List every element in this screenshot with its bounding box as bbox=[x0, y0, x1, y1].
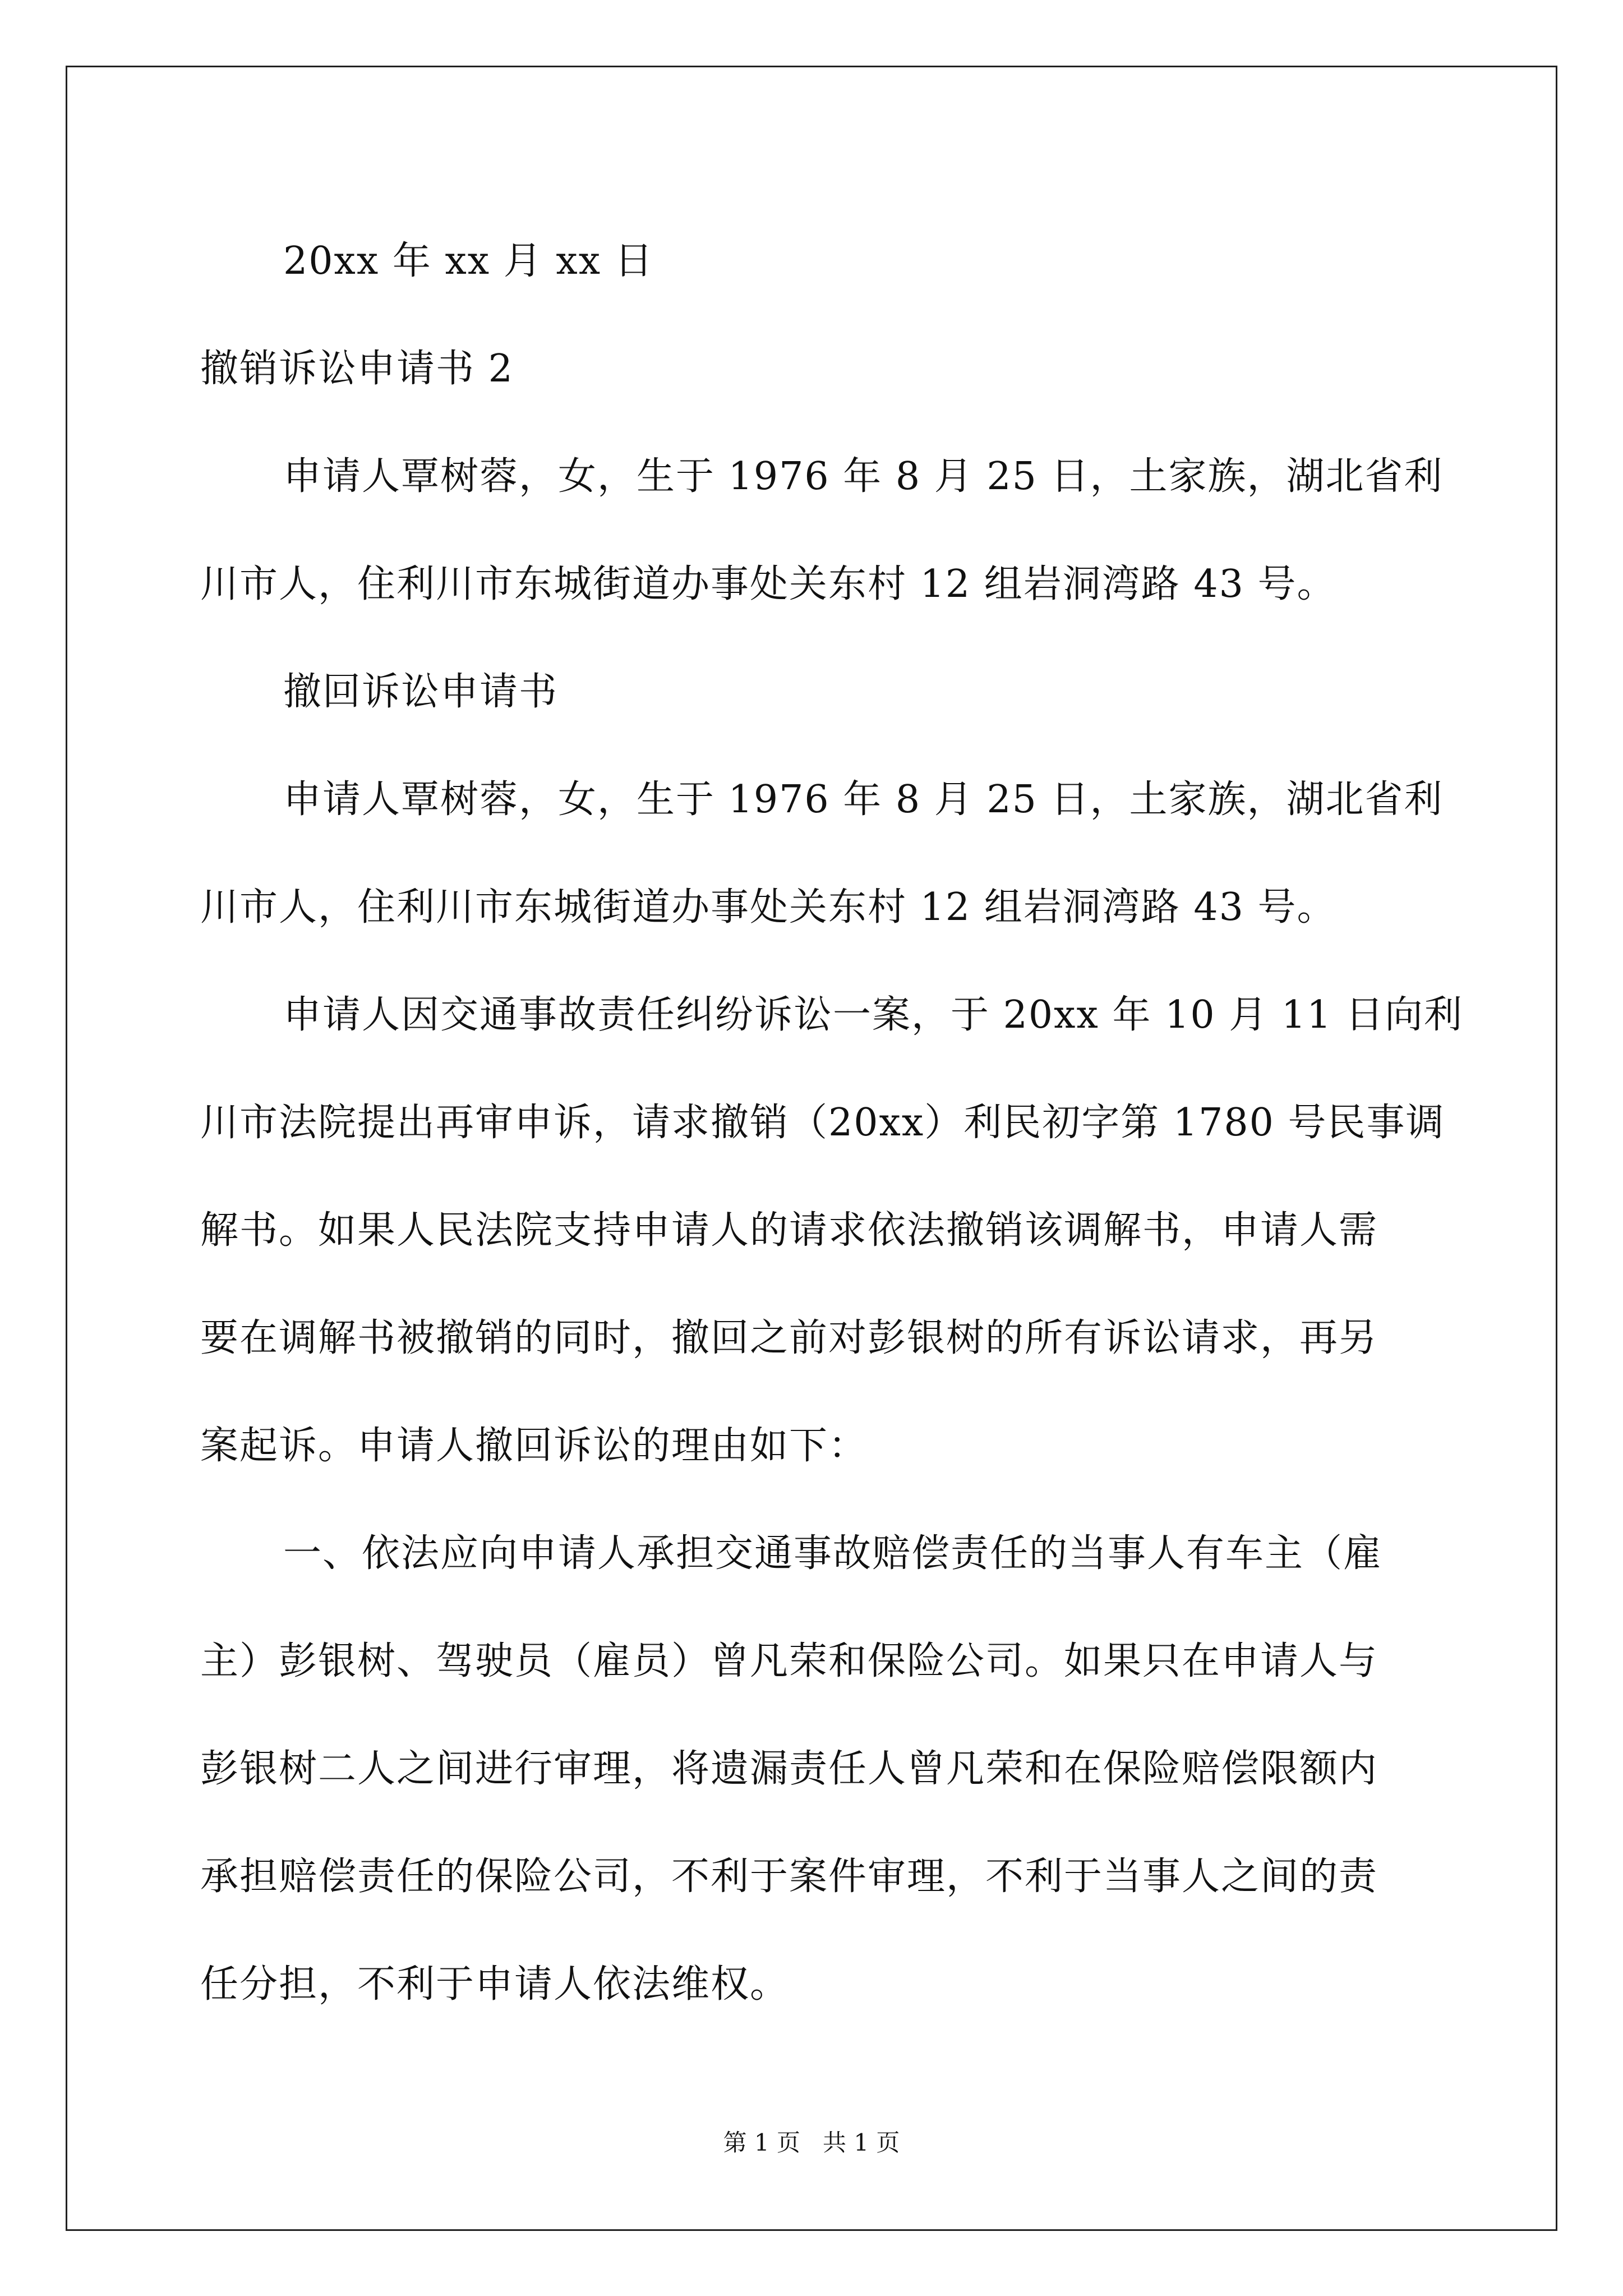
paragraph-line: 申请人因交通事故责任纠纷诉讼一案，于 20xx 年 10 月 11 日向利 bbox=[283, 993, 1463, 1037]
page-total: 共 1 页 bbox=[823, 2129, 900, 2156]
date-line: 20xx 年 xx 月 xx 日 bbox=[283, 239, 654, 283]
document-heading: 撤回诉讼申请书 bbox=[283, 670, 559, 714]
paragraph-line: 要在调解书被撤销的同时，撤回之前对彭银树的所有诉讼请求，再另 bbox=[200, 1316, 1378, 1360]
paragraph-line: 解书。如果人民法院支持申请人的请求依法撤销该调解书，申请人需 bbox=[200, 1208, 1378, 1253]
paragraph-line: 一、依法应向申请人承担交通事故赔偿责任的当事人有车主（雇 bbox=[283, 1531, 1383, 1576]
section-title: 撤销诉讼申请书 2 bbox=[200, 347, 514, 391]
paragraph-line: 川市法院提出再审申诉，请求撤销（20xx）利民初字第 1780 号民事调 bbox=[200, 1101, 1445, 1145]
paragraph-line: 申请人覃树蓉，女，生于 1976 年 8 月 25 日，土家族，湖北省利 bbox=[283, 777, 1444, 822]
paragraph-line: 川市人，住利川市东城街道办事处关东村 12 组岩洞湾路 43 号。 bbox=[200, 885, 1336, 930]
paragraph-line: 彭银树二人之间进行审理，将遗漏责任人曾凡荣和在保险赔偿限额内 bbox=[200, 1747, 1378, 1791]
paragraph-line: 川市人，住利川市东城街道办事处关东村 12 组岩洞湾路 43 号。 bbox=[200, 562, 1336, 606]
paragraph-line: 案起诉。申请人撤回诉讼的理由如下： bbox=[200, 1424, 868, 1468]
page-number: 第 1 页 bbox=[723, 2129, 800, 2156]
paragraph-line: 申请人覃树蓉，女，生于 1976 年 8 月 25 日，土家族，湖北省利 bbox=[283, 454, 1444, 499]
paragraph-line: 主）彭银树、驾驶员（雇员）曾凡荣和保险公司。如果只在申请人与 bbox=[200, 1639, 1378, 1683]
paragraph-line: 任分担，不利于申请人依法维权。 bbox=[200, 1962, 790, 2007]
page-footer bbox=[0, 2126, 1623, 2160]
paragraph-line: 承担赔偿责任的保险公司，不利于案件审理，不利于当事人之间的责 bbox=[200, 1855, 1378, 1899]
document-body bbox=[200, 208, 1463, 2039]
